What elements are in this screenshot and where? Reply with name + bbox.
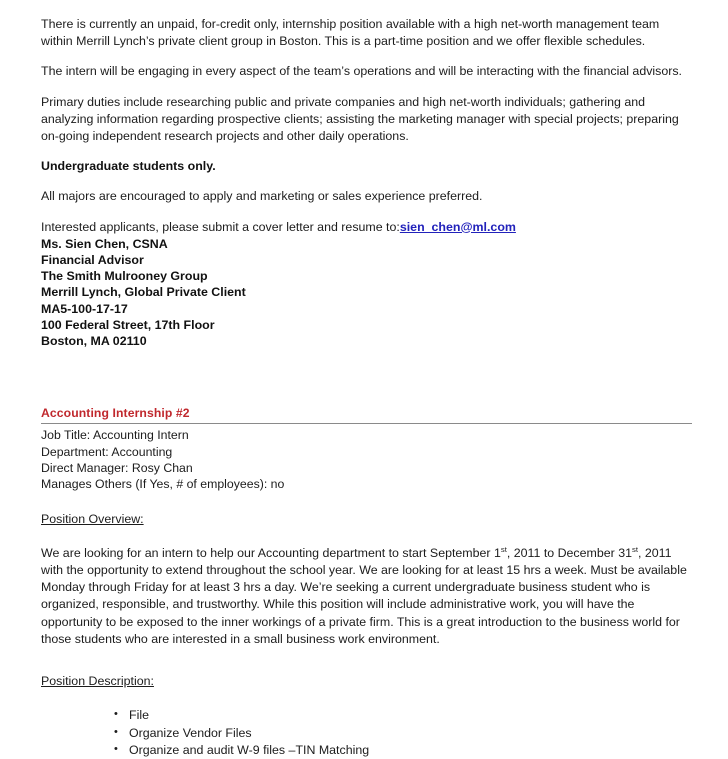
contact-line: 100 Federal Street, 17th Floor bbox=[41, 317, 215, 332]
majors-note: All majors are encouraged to apply and marketing or sales experience preferred. bbox=[41, 189, 483, 204]
section-heading: Accounting Internship #2 bbox=[41, 406, 190, 421]
eligibility-note bbox=[41, 158, 689, 175]
intro-paragraph-1: There is currently an unpaid, for-credit only, internship position available with a high net-worth management team within Merrill Lynch’s private client group in Boston. This is a part-time position and we offer flexible schedules. bbox=[41, 17, 660, 49]
contact-line: The Smith Mulrooney Group bbox=[41, 269, 208, 284]
description-list bbox=[41, 707, 692, 759]
position-description-label: Position Description: bbox=[41, 674, 154, 689]
description-label-wrap bbox=[41, 672, 692, 690]
email-link[interactable]: sien_chen@ml.com bbox=[399, 219, 516, 234]
intro-paragraph-3: Primary duties include researching public and private companies and high net-worth individuals; gathering and analyzing information regarding prospective clients; assisting the marketing manager with special projects; preparing on-going independent research projects and other daily operations. bbox=[41, 94, 679, 144]
overview-label-wrap bbox=[41, 510, 692, 528]
overview-superscript-2: st bbox=[631, 544, 638, 554]
overview-text-part-1: We are looking for an intern to help our Accounting department to start September 1 bbox=[41, 545, 501, 560]
intro-paragraph-2: The intern will be engaging in every aspect of the team’s operations and will be interacting with the financial advisors. bbox=[41, 64, 683, 79]
overview-text-part-3: , 2011 with the opportunity to extend throughout the school year. We are looking for at least 15 hrs a week. Must be available Monday through Friday for at least 3 hrs a day. We’re seeking a current undergraduate business student who is organized, responsible, and trustworthy. While this position will include administrative work, you will have the opportunity to be exposed to the inner workings of a private firm. This is a great introduction to the business world for those students who are interested in a small business work environment. bbox=[41, 545, 687, 646]
position-overview-label: Position Overview: bbox=[41, 511, 144, 526]
contact-line: Financial Advisor bbox=[41, 253, 144, 268]
overview-spacer bbox=[41, 493, 692, 510]
apply-line bbox=[41, 219, 689, 236]
eligibility-note-text: Undergraduate students only. bbox=[41, 159, 216, 174]
list-item: • File bbox=[114, 707, 692, 724]
contact-line: MA5-100-17-17 bbox=[41, 301, 128, 316]
meta-line-job-title: Job Title: Accounting Intern bbox=[41, 428, 189, 443]
section-meta-list bbox=[41, 427, 692, 493]
list-item: • Organize Vendor Files bbox=[114, 725, 692, 742]
contact-line: Merrill Lynch, Global Private Client bbox=[41, 285, 246, 300]
contact-line: Ms. Sien Chen, CSNA bbox=[41, 236, 168, 251]
overview-gap bbox=[41, 528, 692, 545]
meta-line-manages-others: Manages Others (If Yes, # of employees): no bbox=[41, 477, 285, 492]
apply-line-lead: Interested applicants, please submit a cover letter and resume to: bbox=[41, 219, 400, 234]
description-spacer bbox=[41, 661, 692, 672]
contact-line: Boston, MA 02110 bbox=[41, 334, 147, 349]
section-divider bbox=[41, 423, 692, 424]
meta-line-department: Department: Accounting bbox=[41, 444, 173, 459]
contact-block bbox=[41, 236, 692, 349]
description-gap bbox=[41, 690, 692, 707]
overview-superscript-1: st bbox=[500, 544, 507, 554]
overview-paragraph bbox=[41, 545, 689, 648]
overview-text-part-2: , 2011 to December 31 bbox=[506, 545, 632, 560]
list-item: • Organize and audit W-9 files –TIN Matching bbox=[114, 742, 692, 759]
section-spacer bbox=[41, 362, 692, 406]
meta-line-direct-manager: Direct Manager: Rosy Chan bbox=[41, 461, 193, 476]
